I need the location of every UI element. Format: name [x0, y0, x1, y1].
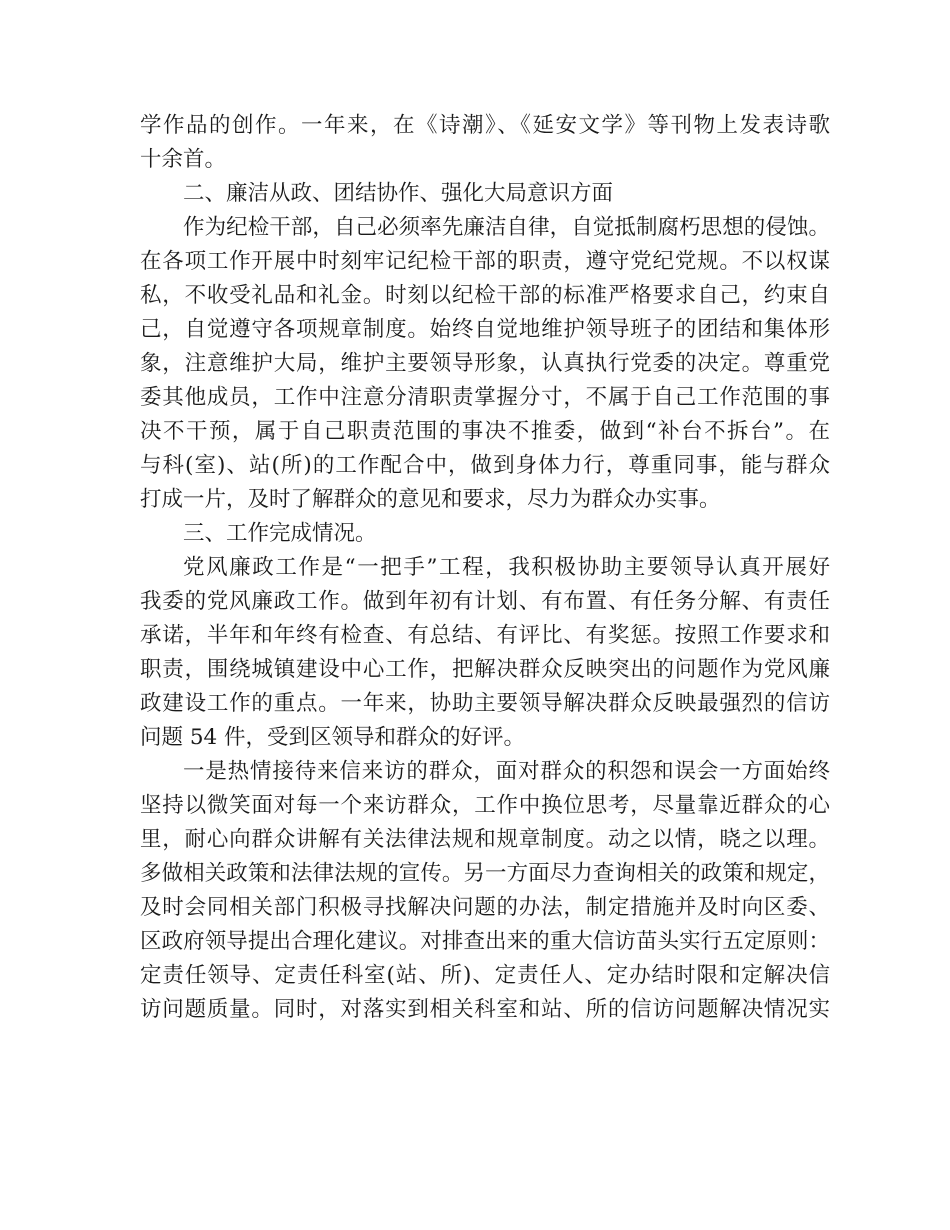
- text-line: 十余首。: [140, 147, 227, 172]
- text-line: 坚持以微笑面对每一个来访群众，工作中换位思考，尽量靠近群众的心: [140, 793, 830, 818]
- text-line: 象，注意维护大局，维护主要领导形象，认真执行党委的决定。尊重党: [140, 351, 830, 376]
- text-line: 区政府领导提出合理化建议。对排查出来的重大信访苗头实行五定原则：: [140, 929, 830, 954]
- text-line: 三、工作完成情况。: [183, 521, 377, 546]
- text-line: 二、廉洁从政、团结协作、强化大局意识方面: [183, 181, 614, 206]
- text-line: 定责任领导、定责任科室(站、所)、定责任人、定办结时限和定解决信: [140, 963, 830, 988]
- text-line: 决不干预，属于自己职责范围的事决不推委，做到“补台不拆台”。在: [140, 419, 830, 444]
- text-line: 党风廉政工作是“一把手”工程，我积极协助主要领导认真开展好: [183, 555, 830, 580]
- text-line: 在各项工作开展中时刻牢记纪检干部的职责，遵守党纪党规。不以权谋: [140, 249, 830, 274]
- text-line: 问题 54 件，受到区领导和群众的好评。: [140, 725, 526, 750]
- text-line: 己，自觉遵守各项规章制度。始终自觉地维护领导班子的团结和集体形: [140, 317, 830, 342]
- document-body: [140, 109, 830, 1027]
- text-line: 政建设工作的重点。一年来，协助主要领导解决群众反映最强烈的信访: [140, 691, 830, 716]
- text-line: 及时会同相关部门积极寻找解决问题的办法，制定措施并及时向区委、: [140, 895, 830, 920]
- text-line: 我委的党风廉政工作。做到年初有计划、有布置、有任务分解、有责任: [140, 589, 830, 614]
- text-line: 打成一片，及时了解群众的意见和要求，尽力为群众办实事。: [140, 487, 721, 512]
- text-line: 一是热情接待来信来访的群众，面对群众的积怨和误会一方面始终: [183, 759, 830, 784]
- text-line: 学作品的创作。一年来，在《诗潮》、《延安文学》等刊物上发表诗歌: [140, 113, 830, 138]
- text-line: 职责，围绕城镇建设中心工作，把解决群众反映突出的问题作为党风廉: [140, 657, 830, 682]
- text-line: 与科(室)、站(所)的工作配合中，做到身体力行，尊重同事，能与群众: [140, 453, 830, 478]
- text-line: 多做相关政策和法律法规的宣传。另一方面尽力查询相关的政策和规定，: [140, 861, 830, 886]
- text-line: 承诺，半年和年终有检查、有总结、有评比、有奖惩。按照工作要求和: [140, 623, 830, 648]
- text-line: 里，耐心向群众讲解有关法律法规和规章制度。动之以情，晓之以理。: [140, 827, 830, 852]
- text-line: 私，不收受礼品和礼金。时刻以纪检干部的标准严格要求自己，约束自: [140, 283, 830, 308]
- text-line: 访问题质量。同时，对落实到相关科室和站、所的信访问题解决情况实: [140, 997, 830, 1022]
- text-line: 委其他成员，工作中注意分清职责掌握分寸，不属于自己工作范围的事: [140, 385, 830, 410]
- text-line: 作为纪检干部，自己必须率先廉洁自律，自觉抵制腐朽思想的侵蚀。: [183, 215, 830, 240]
